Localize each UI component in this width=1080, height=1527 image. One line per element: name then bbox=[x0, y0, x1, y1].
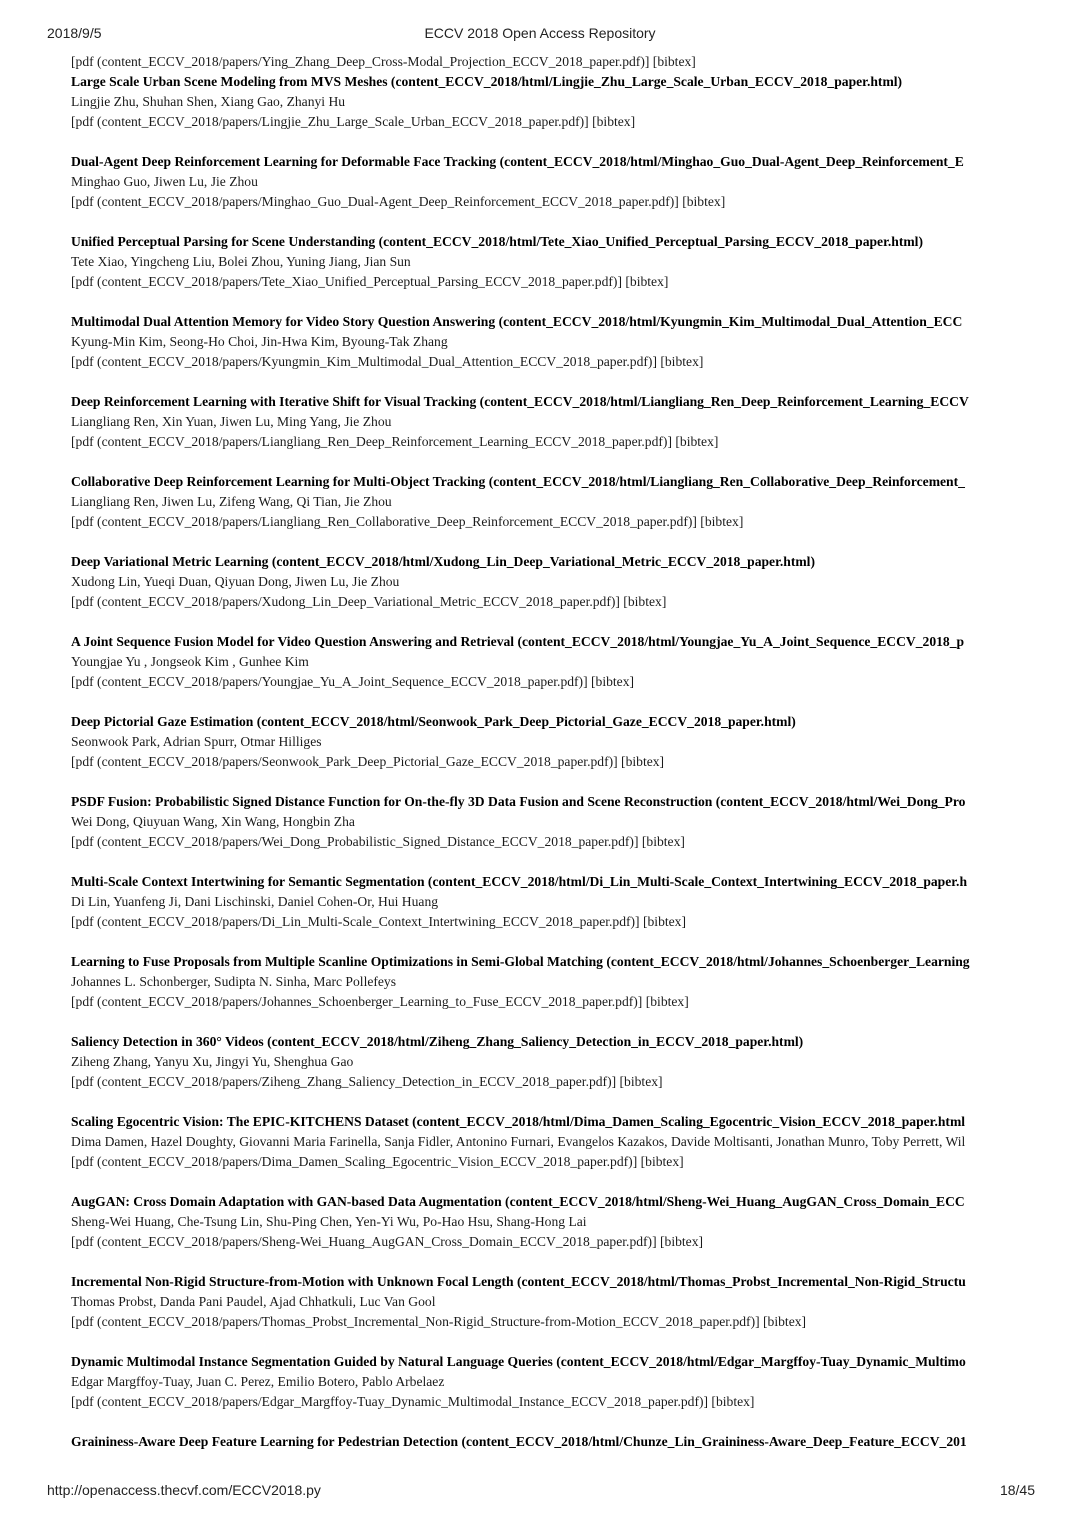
paper-entry bbox=[71, 952, 1032, 1012]
pdf-bibtex-link[interactable]: [pdf (content_ECCV_2018/papers/Xudong_Lin_Deep_Variational_Metric_ECCV_2018_paper.pdf)] [bibtex] bbox=[71, 594, 667, 609]
pdf-bibtex-link[interactable]: [pdf (content_ECCV_2018/papers/Kyungmin_Kim_Multimodal_Dual_Attention_ECCV_2018_paper.pdf)] [bibtex] bbox=[71, 354, 704, 369]
page-number: 18/45 bbox=[999, 1482, 1035, 1498]
print-header bbox=[0, 25, 1080, 47]
paper-title-link[interactable]: Dynamic Multimodal Instance Segmentation Guided by Natural Language Queries (content_ECCV_2018/html/Edgar_Margffoy-Tuay_Dynamic_Multimo bbox=[71, 1354, 966, 1369]
paper-entry bbox=[71, 1432, 1032, 1452]
pdf-bibtex-link[interactable]: [pdf (content_ECCV_2018/papers/Johannes_Schoenberger_Learning_to_Fuse_ECCV_2018_paper.pdf)] [bibtex] bbox=[71, 994, 689, 1009]
paper-authors: Liangliang Ren, Xin Yuan, Jiwen Lu, Ming Yang, Jie Zhou bbox=[71, 414, 392, 429]
paper-title-link[interactable]: Scaling Egocentric Vision: The EPIC-KITCHENS Dataset (content_ECCV_2018/html/Dima_Damen_Scaling_Egocentric_Vision_ECCV_2018_paper.html bbox=[71, 1114, 966, 1129]
pdf-bibtex-link[interactable]: [pdf (content_ECCV_2018/papers/Liangliang_Ren_Collaborative_Deep_Reinforcement_ECCV_2018_paper.pdf)] [bibtex] bbox=[71, 514, 744, 529]
paper-entry bbox=[71, 312, 1032, 372]
paper-title-link[interactable]: Incremental Non-Rigid Structure-from-Motion with Unknown Focal Length (content_ECCV_2018/html/Thomas_Probst_Incremental_Non-Rigid_Structu bbox=[71, 1274, 966, 1289]
pdf-bibtex-link[interactable]: [pdf (content_ECCV_2018/papers/Ying_Zhang_Deep_Cross-Modal_Projection_ECCV_2018_paper.pdf)] [bibtex] bbox=[71, 54, 696, 69]
paper-title-link[interactable]: Large Scale Urban Scene Modeling from MVS Meshes (content_ECCV_2018/html/Lingjie_Zhu_Large_Scale_Urban_ECCV_2018_paper.html) bbox=[71, 74, 903, 89]
paper-authors: Minghao Guo, Jiwen Lu, Jie Zhou bbox=[71, 174, 258, 189]
pdf-bibtex-link[interactable]: [pdf (content_ECCV_2018/papers/Liangliang_Ren_Deep_Reinforcement_Learning_ECCV_2018_paper.pdf)] [bibtex] bbox=[71, 434, 719, 449]
print-footer bbox=[0, 1482, 1080, 1504]
paper-authors: Kyung-Min Kim, Seong-Ho Choi, Jin-Hwa Kim, Byoung-Tak Zhang bbox=[71, 334, 448, 349]
paper-title-link[interactable]: Graininess-Aware Deep Feature Learning for Pedestrian Detection (content_ECCV_2018/html/Chunze_Lin_Graininess-Aware_Deep_Feature_ECCV_201 bbox=[71, 1434, 967, 1449]
pdf-bibtex-link[interactable]: [pdf (content_ECCV_2018/papers/Youngjae_Yu_A_Joint_Sequence_ECCV_2018_paper.pdf)] [bibtex] bbox=[71, 674, 635, 689]
paper-authors: Thomas Probst, Danda Pani Paudel, Ajad Chhatkuli, Luc Van Gool bbox=[71, 1294, 436, 1309]
paper-authors: Johannes L. Schonberger, Sudipta N. Sinha, Marc Pollefeys bbox=[71, 974, 397, 989]
paper-entry bbox=[71, 152, 1032, 212]
pdf-bibtex-link[interactable]: [pdf (content_ECCV_2018/papers/Seonwook_Park_Deep_Pictorial_Gaze_ECCV_2018_paper.pdf)] [bibtex] bbox=[71, 754, 665, 769]
paper-authors: Sheng-Wei Huang, Che-Tsung Lin, Shu-Ping Chen, Yen-Yi Wu, Po-Hao Hsu, Shang-Hong Lai bbox=[71, 1214, 587, 1229]
paper-list bbox=[71, 52, 1032, 1477]
paper-title-link[interactable]: Deep Variational Metric Learning (content_ECCV_2018/html/Xudong_Lin_Deep_Variational_Metric_ECCV_2018_paper.html) bbox=[71, 554, 815, 569]
paper-authors: Youngjae Yu , Jongseok Kim , Gunhee Kim bbox=[71, 654, 309, 669]
pdf-bibtex-link[interactable]: [pdf (content_ECCV_2018/papers/Dima_Damen_Scaling_Egocentric_Vision_ECCV_2018_paper.pdf)] [bibtex] bbox=[71, 1154, 684, 1169]
paper-title-link[interactable]: Multimodal Dual Attention Memory for Video Story Question Answering (content_ECCV_2018/html/Kyungmin_Kim_Multimodal_Dual_Attention_ECC bbox=[71, 314, 963, 329]
print-date: 2018/9/5 bbox=[47, 25, 102, 41]
paper-title-link[interactable]: AugGAN: Cross Domain Adaptation with GAN-based Data Augmentation (content_ECCV_2018/html/Sheng-Wei_Huang_AugGAN_Cross_Domain_ECC bbox=[71, 1194, 965, 1209]
paper-entries bbox=[71, 72, 1032, 1452]
paper-authors: Edgar Margffoy-Tuay, Juan C. Perez, Emilio Botero, Pablo Arbelaez bbox=[71, 1374, 445, 1389]
paper-authors: Wei Dong, Qiuyuan Wang, Xin Wang, Hongbin Zha bbox=[71, 814, 355, 829]
paper-authors: Ziheng Zhang, Yanyu Xu, Jingyi Yu, Shenghua Gao bbox=[71, 1054, 354, 1069]
pdf-bibtex-link[interactable]: [pdf (content_ECCV_2018/papers/Minghao_Guo_Dual-Agent_Deep_Reinforcement_ECCV_2018_paper.pdf)] [bibtex] bbox=[71, 194, 726, 209]
paper-entry bbox=[71, 1352, 1032, 1412]
paper-entry bbox=[71, 552, 1032, 612]
paper-entry bbox=[71, 1032, 1032, 1092]
pdf-bibtex-link[interactable]: [pdf (content_ECCV_2018/papers/Lingjie_Zhu_Large_Scale_Urban_ECCV_2018_paper.pdf)] [bibtex] bbox=[71, 114, 636, 129]
pdf-bibtex-link[interactable]: [pdf (content_ECCV_2018/papers/Ziheng_Zhang_Saliency_Detection_in_ECCV_2018_paper.pdf)] [bibtex] bbox=[71, 1074, 663, 1089]
paper-entry bbox=[71, 792, 1032, 852]
paper-authors: Tete Xiao, Yingcheng Liu, Bolei Zhou, Yuning Jiang, Jian Sun bbox=[71, 254, 411, 269]
paper-entry bbox=[71, 72, 1032, 132]
paper-authors: Seonwook Park, Adrian Spurr, Otmar Hilliges bbox=[71, 734, 322, 749]
paper-entry bbox=[71, 632, 1032, 692]
paper-entry bbox=[71, 232, 1032, 292]
paper-title-link[interactable]: Deep Pictorial Gaze Estimation (content_ECCV_2018/html/Seonwook_Park_Deep_Pictorial_Gaze_ECCV_2018_paper.html) bbox=[71, 714, 796, 729]
paper-authors: Lingjie Zhu, Shuhan Shen, Xiang Gao, Zhanyi Hu bbox=[71, 94, 346, 109]
paper-title-link[interactable]: Deep Reinforcement Learning with Iterative Shift for Visual Tracking (content_ECCV_2018/html/Liangliang_Ren_Deep_Reinforcement_Learning_ECCV bbox=[71, 394, 969, 409]
paper-entry-carryover bbox=[71, 52, 1032, 72]
paper-title-link[interactable]: Dual-Agent Deep Reinforcement Learning for Deformable Face Tracking (content_ECCV_2018/html/Minghao_Guo_Dual-Agent_Deep_Reinforcement_E bbox=[71, 154, 964, 169]
paper-authors: Xudong Lin, Yueqi Duan, Qiyuan Dong, Jiwen Lu, Jie Zhou bbox=[71, 574, 400, 589]
paper-entry bbox=[71, 712, 1032, 772]
paper-authors: Dima Damen, Hazel Doughty, Giovanni Maria Farinella, Sanja Fidler, Antonino Furnari, Evangelos Kazakos, Davide Moltisanti, Jonathan Munro, Toby Perrett, Wil bbox=[71, 1134, 966, 1149]
paper-title-link[interactable]: Unified Perceptual Parsing for Scene Understanding (content_ECCV_2018/html/Tete_Xiao_Unified_Perceptual_Parsing_ECCV_2018_paper.html) bbox=[71, 234, 923, 249]
pdf-bibtex-link[interactable]: [pdf (content_ECCV_2018/papers/Di_Lin_Multi-Scale_Context_Intertwining_ECCV_2018_paper.pdf)] [bibtex] bbox=[71, 914, 687, 929]
paper-entry bbox=[71, 872, 1032, 932]
paper-title-link[interactable]: PSDF Fusion: Probabilistic Signed Distance Function for On-the-fly 3D Data Fusion and Scene Reconstruction (content_ECCV_2018/html/Wei_Dong_Pro bbox=[71, 794, 966, 809]
paper-title-link[interactable]: A Joint Sequence Fusion Model for Video Question Answering and Retrieval (content_ECCV_2018/html/Youngjae_Yu_A_Joint_Sequence_ECCV_2018_p bbox=[71, 634, 965, 649]
paper-title-link[interactable]: Saliency Detection in 360° Videos (content_ECCV_2018/html/Ziheng_Zhang_Saliency_Detection_in_ECCV_2018_paper.html) bbox=[71, 1034, 804, 1049]
paper-title-link[interactable]: Learning to Fuse Proposals from Multiple Scanline Optimizations in Semi-Global Matching (content_ECCV_2018/html/Johannes_Schoenberger_Learning bbox=[71, 954, 970, 969]
paper-entry bbox=[71, 472, 1032, 532]
pdf-bibtex-link[interactable]: [pdf (content_ECCV_2018/papers/Sheng-Wei_Huang_AugGAN_Cross_Domain_ECCV_2018_paper.pdf)] [bibtex] bbox=[71, 1234, 704, 1249]
pdf-bibtex-link[interactable]: [pdf (content_ECCV_2018/papers/Edgar_Margffoy-Tuay_Dynamic_Multimodal_Instance_ECCV_2018_paper.pdf)] [bibtex] bbox=[71, 1394, 755, 1409]
pdf-bibtex-link[interactable]: [pdf (content_ECCV_2018/papers/Thomas_Probst_Incremental_Non-Rigid_Structure-from-Motion_ECCV_2018_paper.pdf)] [bibtex] bbox=[71, 1314, 807, 1329]
paper-title-link[interactable]: Multi-Scale Context Intertwining for Semantic Segmentation (content_ECCV_2018/html/Di_Lin_Multi-Scale_Context_Intertwining_ECCV_2018_paper.h bbox=[71, 874, 968, 889]
page-url: http://openaccess.thecvf.com/ECCV2018.py bbox=[47, 1482, 321, 1498]
pdf-bibtex-link[interactable]: [pdf (content_ECCV_2018/papers/Tete_Xiao_Unified_Perceptual_Parsing_ECCV_2018_paper.pdf)] [bibtex] bbox=[71, 274, 669, 289]
paper-entry bbox=[71, 1112, 1032, 1172]
paper-entry bbox=[71, 1192, 1032, 1252]
pdf-bibtex-link[interactable]: [pdf (content_ECCV_2018/papers/Wei_Dong_Probabilistic_Signed_Distance_ECCV_2018_paper.pdf)] [bibtex] bbox=[71, 834, 685, 849]
page-title: ECCV 2018 Open Access Repository bbox=[424, 25, 656, 41]
paper-entry bbox=[71, 392, 1032, 452]
paper-title-link[interactable]: Collaborative Deep Reinforcement Learning for Multi-Object Tracking (content_ECCV_2018/html/Liangliang_Ren_Collaborative_Deep_Reinforcement_ bbox=[71, 474, 965, 489]
paper-entry bbox=[71, 1272, 1032, 1332]
paper-authors: Liangliang Ren, Jiwen Lu, Zifeng Wang, Qi Tian, Jie Zhou bbox=[71, 494, 392, 509]
paper-authors: Di Lin, Yuanfeng Ji, Dani Lischinski, Daniel Cohen-Or, Hui Huang bbox=[71, 894, 439, 909]
